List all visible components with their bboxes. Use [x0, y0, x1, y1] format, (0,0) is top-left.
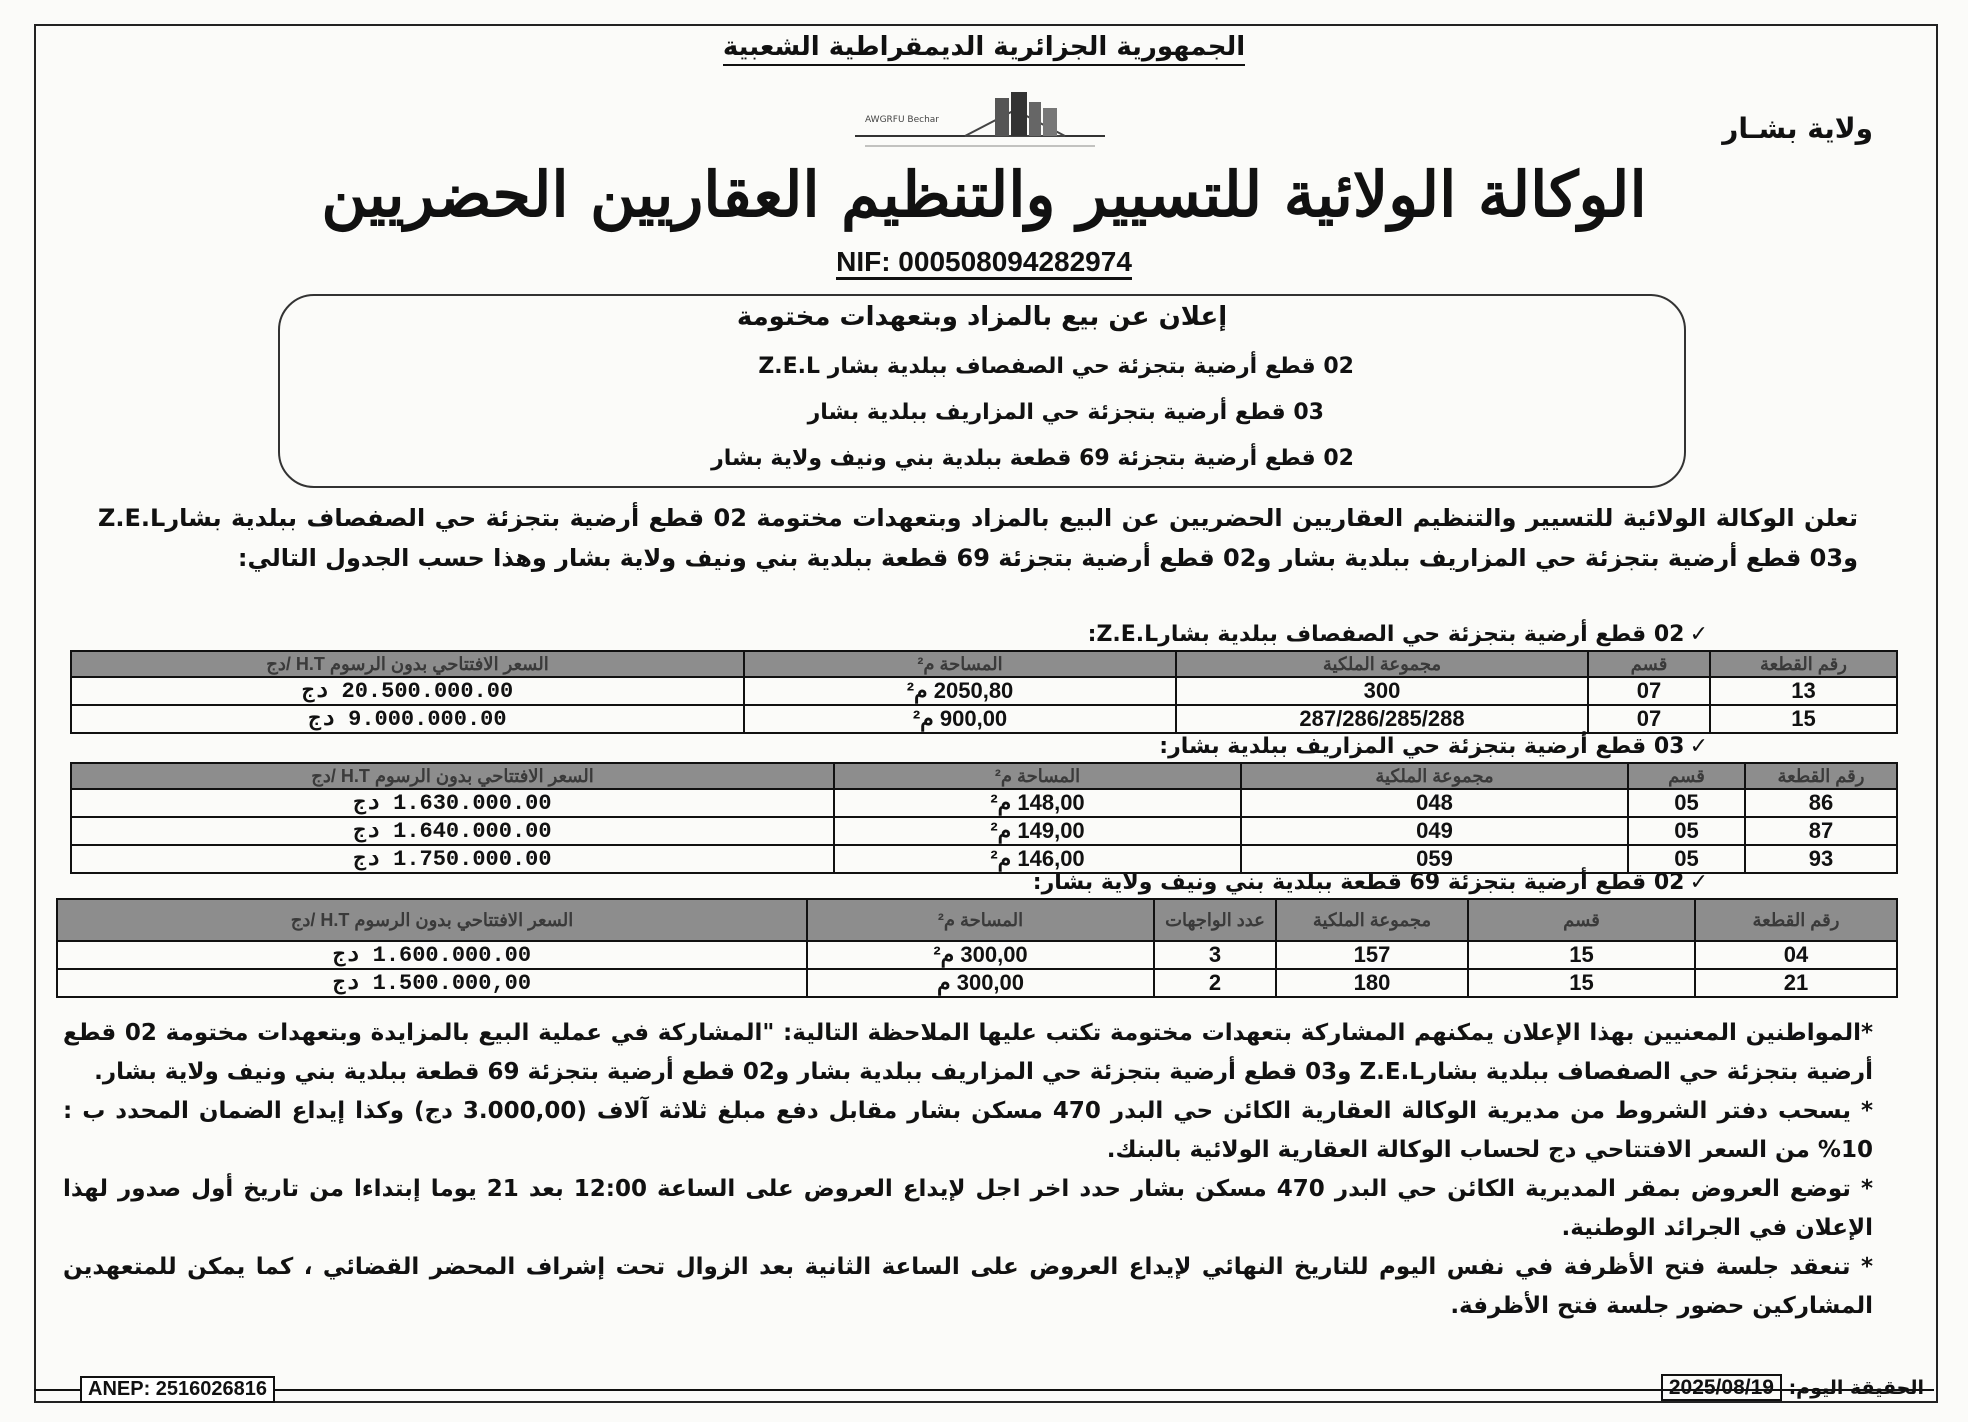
section-title-2: ✓ 03 قطع أرضية بتجزئة حي المزاريف ببلدية بشار: [1159, 734, 1708, 759]
table-row: 15 07 287/286/285/288 900,00 م² 9.000.000.00 دج [71, 705, 1897, 733]
table-row: 93 05 059 146,00 م² 1.750.000.00 دج [71, 845, 1897, 873]
column-header: رقم القطعة [1710, 651, 1897, 677]
column-header: رقم القطعة [1745, 763, 1897, 789]
column-header: عدد الواجهات [1154, 899, 1276, 941]
announcement-box [278, 294, 1686, 488]
section-title-1: ✓ 02 قطع أرضية بتجزئة حي الصفصاف ببلدية بشارZ.E.L: [1087, 622, 1708, 647]
anep-reference: ANEP: 2516026816 [80, 1376, 275, 1403]
column-header: السعر الافتتاحي بدون الرسوم H.T /دج [71, 763, 834, 789]
footer-rule [34, 1389, 1934, 1391]
section-title-3: ✓ 02 قطع أرضية بتجزئة 69 قطعة ببلدية بني ونيف ولاية بشار: [1032, 870, 1708, 895]
column-header: المساحة م² [834, 763, 1241, 789]
column-header: قسم [1588, 651, 1710, 677]
table-row: 87 05 049 149,00 م² 1.640.000.00 دج [71, 817, 1897, 845]
announcement-line: 03 قطع أرضية بتجزئة حي المزاريف ببلدية بشار [807, 400, 1324, 425]
intro-paragraph: تعلن الوكالة الولائية للتسيير والتنظيم العقاريين الحضريين عن البيع بالمزاد وبتعهدات مختومة 02 قطع أرضية بتجزئة حي الصفصاف ببلدية بشارZ.E.L و03 قطع أرضية بتجزئة حي المزاريف ببلدية بشار و02 قطع أرضية بتجزئة 69 قطعة ببلدية بني ونيف ولاية بشار وهذا حسب الجدول التالي: [98, 504, 1858, 572]
nif-number: NIF: 000508094282974 [0, 246, 1968, 278]
announcement-line: 02 قطع أرضية بتجزئة حي الصفصاف ببلدية بشار Z.E.L [758, 354, 1354, 379]
column-header: مجموعة الملكية [1176, 651, 1588, 677]
newspaper-date [1655, 1376, 1924, 1400]
table-row: 86 05 048 148,00 م² 1.630.000.00 دج [71, 789, 1897, 817]
note-deadline: * توضع العروض بمقر المديرية الكائن حي البدر 470 مسكن بشار حدد اخر اجل لإيداع العروض على الساعة 12:00 بعد 21 يوما إبتداءا من تاريخ أول صدور لهذا الإعلان في الجرائد الوطنية. [63, 1176, 1873, 1241]
column-header: مجموعة الملكية [1241, 763, 1628, 789]
note-participation: *المواطنين المعنيين بهذا الإعلان يمكنهم المشاركة بتعهدات مختومة تكتب عليها الملاحظة التالية: "المشاركة في عملية البيع بالمزايدة وبتعهدات مختومة 02 قطع أرضية بتجزئة حي الصفصاف ببلدية بشارZ.E.L و03 قطع أرضية بتجزئة حي المزاريف ببلدية بشار و02 قطع أرضية بتجزئة 69 قطعة ببلدية بني ونيف ولاية بشار. [63, 1020, 1873, 1085]
column-header: رقم القطعة [1695, 899, 1897, 941]
column-header: السعر الافتتاحي بدون الرسوم H.T /دج [71, 651, 744, 677]
table-row: 04 15 157 3 300,00 م² 1.600.000.00 دج [57, 941, 1897, 969]
note-opening-session: * تنعقد جلسة فتح الأظرفة في نفس اليوم للتاريخ النهائي لإيداع العروض على الساعة الثانية بعد الزوال تحت إشراف المحضر القضائي ، كما يمكن للمتعهدين المشاركين حضور جلسة فتح الأظرفة. [63, 1254, 1873, 1319]
lots-table-beni-ounif [56, 898, 1898, 998]
publication-date: 2025/08/19 [1661, 1374, 1782, 1401]
check-icon: ✓ [1689, 622, 1708, 647]
column-header: مجموعة الملكية [1276, 899, 1468, 941]
column-header: قسم [1628, 763, 1745, 789]
newspaper-name: الحقيقة اليوم: [1788, 1377, 1924, 1399]
svg-text:AWGRFU Bechar: AWGRFU Bechar [865, 115, 939, 125]
lots-table-mazarif [70, 762, 1898, 874]
table-row: 13 07 300 2050,80 م² 20.500.000.00 دج [71, 677, 1897, 705]
lots-table-safsaf [70, 650, 1898, 734]
column-header: قسم [1468, 899, 1695, 941]
table-row: 21 15 180 2 300,00 م 1.500.000,00 دج [57, 969, 1897, 997]
column-header: المساحة م² [744, 651, 1176, 677]
agency-title: الوكالة الولائية للتسيير والتنظيم العقاريين الحضريين [321, 158, 1647, 231]
republic-heading: الجمهورية الجزائرية الديمقراطية الشعبية [0, 32, 1968, 62]
announcement-line: 02 قطع أرضية بتجزئة 69 قطعة ببلدية بني ونيف ولاية بشار [711, 446, 1354, 471]
column-header: السعر الافتتاحي بدون الرسوم H.T /دج [57, 899, 807, 941]
check-icon: ✓ [1689, 734, 1708, 759]
check-icon: ✓ [1689, 870, 1708, 895]
column-header: المساحة م² [807, 899, 1154, 941]
note-specifications: * يسحب دفتر الشروط من مديرية الوكالة العقارية الكائن حي البدر 470 مسكن بشار مقابل دفع مبلغ ثلاثة آلاف (3.000,00 دج) وكذا إيداع الضمان المحدد ب : 10% من السعر الافتتاحي دج لحساب الوكالة العقارية الولائية بالبنك. [63, 1098, 1873, 1163]
wilaya-label: ولاية بشـار [1722, 112, 1873, 145]
announcement-title: إعلان عن بيع بالمزاد وبتعهدات مختومة [736, 302, 1228, 332]
agency-logo [845, 88, 1115, 150]
notes-section [63, 1014, 1873, 1326]
